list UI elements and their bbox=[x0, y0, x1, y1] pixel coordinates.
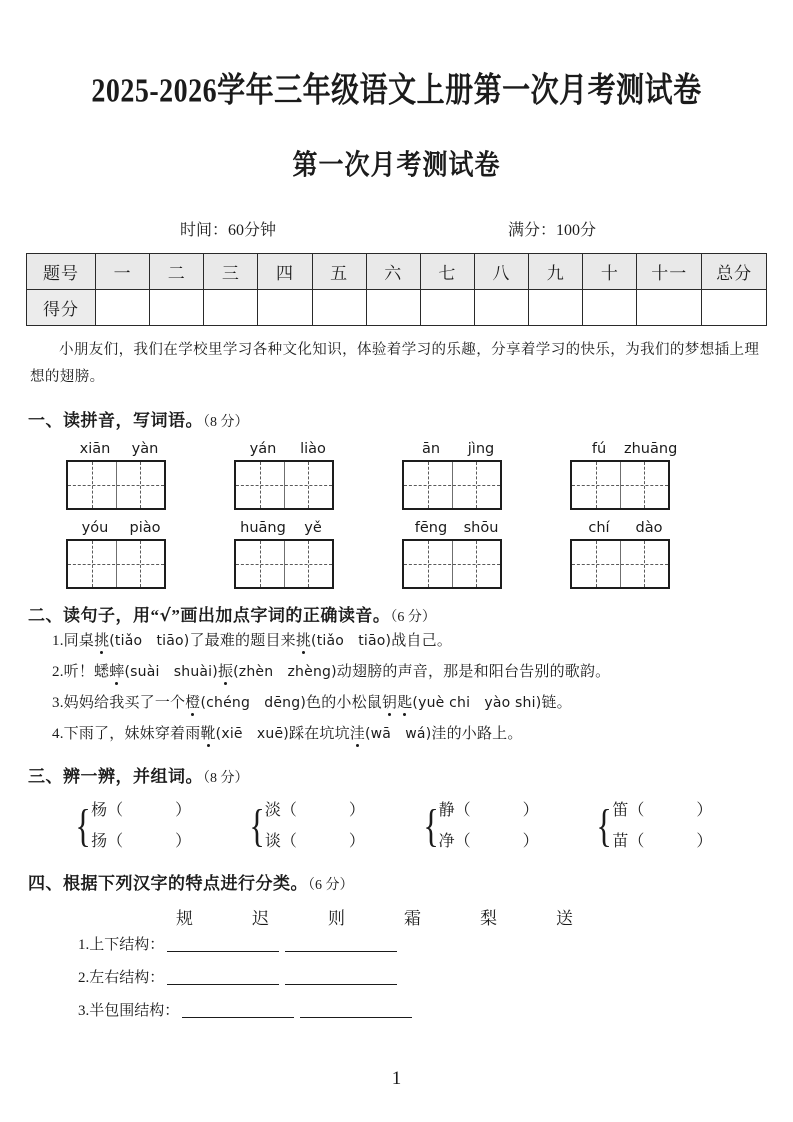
page-title: 2025-2026学年三年级语文上册第一次月考测试卷 bbox=[91, 71, 702, 110]
score-row-label: 得分 bbox=[27, 290, 96, 326]
paren-open: （ bbox=[280, 801, 297, 819]
pinyin-label bbox=[570, 441, 738, 457]
score-table-header-cell: 五 bbox=[312, 254, 366, 290]
reading-question[interactable] bbox=[26, 626, 767, 657]
dotted-character: 橙 bbox=[185, 694, 201, 711]
section-4-title: 四、根据下列汉字的特点进行分类。 bbox=[28, 873, 308, 893]
grid-guide-line bbox=[140, 462, 141, 508]
page-number: 1 bbox=[391, 1068, 402, 1089]
answer-blank[interactable] bbox=[300, 1017, 412, 1018]
score-table-header-cell: 七 bbox=[420, 254, 474, 290]
pinyin-syllable: liào bbox=[300, 440, 326, 457]
pinyin-syllable: piào bbox=[129, 519, 161, 536]
paren-close: ） bbox=[522, 801, 539, 819]
paren-open: （ bbox=[280, 832, 297, 850]
paren-close: ） bbox=[175, 801, 192, 819]
score-table-header-cell: 十一 bbox=[637, 254, 702, 290]
score-table-body bbox=[27, 254, 767, 326]
pinyin-syllable: shōu bbox=[463, 519, 499, 536]
pinyin-syllable: yě bbox=[304, 519, 322, 536]
pinyin-item bbox=[66, 441, 234, 510]
classify-character: 迟 bbox=[252, 908, 270, 928]
intro-paragraph: 小朋友们，我们在学校里学习各种文化知识，体验着学习的乐趣，分享着学习的快乐，为我们的梦想插上理想的翅膀。 bbox=[30, 342, 760, 385]
pinyin-writing-block bbox=[26, 441, 767, 589]
grid-guide-line bbox=[260, 462, 261, 508]
pinyin-row bbox=[26, 520, 767, 589]
dotted-character: 振 bbox=[217, 663, 234, 680]
classify-character-list bbox=[26, 904, 767, 929]
sentence-text: 动翅膀的声音，那是和阳台告别的歌韵。 bbox=[336, 663, 611, 680]
structure-label: 3.半包围结构： bbox=[78, 1002, 180, 1019]
paren-close: ） bbox=[696, 832, 713, 850]
sentence-text: 踩在坑坑 bbox=[288, 725, 350, 742]
answer-blank[interactable] bbox=[285, 984, 397, 985]
paren-open: （ bbox=[107, 801, 124, 819]
pinyin-label bbox=[66, 520, 234, 536]
brace-pair-group bbox=[593, 795, 767, 857]
pinyin-syllable: yàn bbox=[131, 440, 159, 457]
target-character: 谈 bbox=[264, 832, 281, 850]
pinyin-syllable: xiān bbox=[79, 440, 111, 457]
character-grid-box[interactable] bbox=[570, 539, 670, 589]
grid-guide-line bbox=[92, 462, 93, 508]
sentence-text: 色的小松鼠 bbox=[306, 694, 383, 711]
paren-close: ） bbox=[348, 801, 365, 819]
brace-pair-lines bbox=[91, 795, 191, 857]
paren-open: （ bbox=[628, 801, 645, 819]
score-input-cell[interactable] bbox=[96, 290, 150, 326]
score-table bbox=[26, 253, 767, 326]
word-build-line[interactable] bbox=[91, 795, 191, 826]
structure-answer-block bbox=[26, 929, 767, 1028]
pinyin-syllable: dào bbox=[635, 519, 663, 536]
pinyin-syllable: huāng bbox=[240, 519, 286, 536]
pinyin-item bbox=[570, 520, 738, 589]
reading-question[interactable] bbox=[26, 657, 767, 688]
score-input-cell[interactable] bbox=[583, 290, 637, 326]
sentence-text: 洼的小路上。 bbox=[431, 725, 523, 742]
character-grid-box[interactable] bbox=[234, 539, 334, 589]
grid-guide-line bbox=[644, 541, 645, 587]
target-character: 杨 bbox=[91, 801, 108, 819]
pinyin-item bbox=[570, 441, 738, 510]
pinyin-item bbox=[234, 520, 402, 589]
question-number: 1. bbox=[52, 632, 64, 649]
exam-meta bbox=[26, 217, 767, 240]
dotted-character: 洼 bbox=[349, 725, 365, 742]
target-character: 苗 bbox=[612, 832, 629, 850]
pinyin-syllable: yán bbox=[249, 440, 277, 457]
paren-close: ） bbox=[175, 832, 192, 850]
character-grid-box[interactable] bbox=[402, 539, 502, 589]
word-build-line[interactable] bbox=[612, 826, 712, 857]
checkmark-icon: √ bbox=[159, 605, 172, 626]
score-table-header-cell: 总分 bbox=[702, 254, 767, 290]
score-input-cell[interactable] bbox=[258, 290, 312, 326]
section-2-points: （6 分） bbox=[390, 609, 436, 625]
pinyin-choice-options[interactable]: (tiǎo tiāo) bbox=[311, 632, 392, 649]
score-table-corner: 题号 bbox=[27, 254, 96, 290]
brace-pair-lines bbox=[265, 795, 365, 857]
word-build-line[interactable] bbox=[265, 826, 365, 857]
pinyin-syllable: jìng bbox=[467, 440, 495, 457]
pinyin-item bbox=[402, 441, 570, 510]
character-grid-box[interactable] bbox=[402, 460, 502, 510]
reading-question[interactable] bbox=[26, 719, 767, 750]
pinyin-choice-options[interactable]: (xiē xuē) bbox=[215, 725, 289, 742]
reading-questions-block bbox=[26, 626, 767, 750]
pinyin-item bbox=[402, 520, 570, 589]
sentence-text: 听！蟋 bbox=[63, 663, 110, 680]
score-input-cell[interactable] bbox=[637, 290, 702, 326]
section-heading-4 bbox=[26, 869, 767, 894]
pinyin-syllable: fú bbox=[591, 440, 607, 457]
score-table-header-cell: 十 bbox=[583, 254, 637, 290]
dotted-character: 挑 bbox=[94, 632, 110, 649]
section-4-points: （6 分） bbox=[308, 877, 354, 893]
section-heading-1 bbox=[26, 406, 767, 431]
brace-pair-group bbox=[246, 795, 420, 857]
structure-label: 2.左右结构： bbox=[78, 969, 165, 986]
dotted-character: 蟀 bbox=[109, 663, 125, 680]
answer-blank[interactable] bbox=[182, 1017, 294, 1018]
section-heading-3 bbox=[26, 762, 767, 787]
answer-blank[interactable] bbox=[167, 984, 279, 985]
grid-guide-line bbox=[260, 541, 261, 587]
brace-icon: { bbox=[75, 799, 91, 851]
paren-close: ） bbox=[348, 832, 365, 850]
pinyin-syllable: yóu bbox=[81, 519, 109, 536]
pinyin-syllable: fēng bbox=[414, 519, 448, 536]
target-character: 扬 bbox=[91, 832, 108, 850]
target-character: 淡 bbox=[264, 801, 281, 819]
pinyin-choice-options[interactable]: (suài shuài) bbox=[124, 663, 218, 680]
character-grid-box[interactable] bbox=[570, 460, 670, 510]
character-grid-box[interactable] bbox=[66, 460, 166, 510]
grid-guide-line bbox=[476, 462, 477, 508]
pinyin-label bbox=[234, 520, 402, 536]
sentence-text: 链。 bbox=[541, 694, 572, 711]
question-number: 4. bbox=[52, 725, 64, 742]
score-input-cell[interactable] bbox=[474, 290, 528, 326]
character-grid-box[interactable] bbox=[66, 539, 166, 589]
pinyin-label bbox=[402, 520, 570, 536]
target-character: 净 bbox=[438, 832, 455, 850]
grid-guide-line bbox=[476, 541, 477, 587]
dotted-character: 钥 bbox=[382, 694, 398, 711]
classify-character: 规 bbox=[176, 908, 194, 928]
pinyin-syllable: ān bbox=[421, 440, 441, 457]
grid-guide-line bbox=[596, 462, 597, 508]
grid-guide-line bbox=[308, 462, 309, 508]
score-table-score-row bbox=[27, 290, 767, 326]
paren-close: ） bbox=[522, 832, 539, 850]
reading-question[interactable] bbox=[26, 688, 767, 719]
sentence-text: 妈妈给我买了一个 bbox=[63, 694, 186, 711]
section-1-points: （8 分） bbox=[203, 414, 249, 430]
brace-word-block bbox=[26, 795, 767, 857]
grid-guide-line bbox=[596, 541, 597, 587]
classify-character: 梨 bbox=[480, 908, 498, 928]
score-table-header-cell: 九 bbox=[529, 254, 583, 290]
score-input-cell[interactable] bbox=[702, 290, 767, 326]
pinyin-choice-options[interactable]: (tiǎo tiāo) bbox=[109, 632, 190, 649]
paren-open: （ bbox=[454, 801, 471, 819]
character-grid-box[interactable] bbox=[234, 460, 334, 510]
pinyin-choice-options[interactable]: (zhèn zhèng) bbox=[233, 663, 337, 680]
pinyin-label bbox=[66, 441, 234, 457]
score-table-header-cell: 八 bbox=[474, 254, 528, 290]
brace-icon: { bbox=[596, 799, 613, 851]
brace-icon: { bbox=[249, 799, 265, 851]
section-1-title: 一、读拼音，写词语。 bbox=[28, 410, 203, 430]
dotted-character: 挑 bbox=[295, 632, 312, 649]
brace-pair-lines bbox=[439, 795, 539, 857]
structure-label: 1.上下结构： bbox=[78, 936, 165, 953]
word-build-line[interactable] bbox=[91, 826, 191, 857]
dotted-character: 匙 bbox=[397, 694, 413, 711]
section-2-title-b: ”画出加点字词的正确读音。 bbox=[171, 605, 391, 625]
section-3-title: 三、辨一辨，并组词。 bbox=[28, 766, 203, 786]
classify-character: 则 bbox=[328, 908, 346, 928]
pinyin-item bbox=[234, 441, 402, 510]
pinyin-item bbox=[66, 520, 234, 589]
pinyin-label bbox=[402, 441, 570, 457]
grid-guide-line bbox=[308, 541, 309, 587]
score-input-cell[interactable] bbox=[420, 290, 474, 326]
score-input-cell[interactable] bbox=[529, 290, 583, 326]
word-build-line[interactable] bbox=[439, 795, 539, 826]
sentence-text: 同桌 bbox=[63, 632, 95, 649]
exam-duration: 时间：60分钟 bbox=[180, 222, 277, 239]
score-input-cell[interactable] bbox=[150, 290, 204, 326]
score-input-cell[interactable] bbox=[204, 290, 258, 326]
classify-character: 送 bbox=[556, 908, 574, 928]
brace-pair-group bbox=[420, 795, 594, 857]
paren-open: （ bbox=[107, 832, 124, 850]
brace-pair-lines bbox=[612, 795, 712, 857]
classify-character: 霜 bbox=[404, 908, 422, 928]
pinyin-syllable: zhuāng bbox=[624, 440, 678, 457]
paren-close: ） bbox=[696, 801, 713, 819]
score-table-header-cell: 二 bbox=[150, 254, 204, 290]
section-2-title-a: 二、读句子，用“ bbox=[28, 605, 160, 625]
brace-pair-group bbox=[72, 795, 246, 857]
sentence-text: 下雨了，妹妹穿着雨 bbox=[63, 725, 201, 742]
sentence-text: 战自己。 bbox=[391, 632, 453, 649]
answer-blank[interactable] bbox=[285, 951, 397, 952]
word-build-line[interactable] bbox=[612, 795, 712, 826]
target-character: 笛 bbox=[612, 801, 629, 819]
sentence-text: 了最难的题目来 bbox=[189, 632, 296, 649]
section-3-points: （8 分） bbox=[203, 770, 249, 786]
score-table-header-cell: 四 bbox=[258, 254, 312, 290]
paren-open: （ bbox=[628, 832, 645, 850]
structure-answer-line[interactable] bbox=[26, 929, 767, 962]
grid-guide-line bbox=[92, 541, 93, 587]
pinyin-label bbox=[570, 520, 738, 536]
pinyin-choice-options[interactable]: (chéng dēng) bbox=[200, 694, 306, 711]
score-table-header-cell: 三 bbox=[204, 254, 258, 290]
answer-blank[interactable] bbox=[167, 951, 279, 952]
target-character: 静 bbox=[438, 801, 455, 819]
score-input-cell[interactable] bbox=[312, 290, 366, 326]
question-number: 3. bbox=[52, 694, 64, 711]
score-table-header-row bbox=[27, 254, 767, 290]
score-table-header-cell: 一 bbox=[96, 254, 150, 290]
pinyin-label bbox=[234, 441, 402, 457]
question-number: 2. bbox=[52, 663, 64, 680]
paren-open: （ bbox=[454, 832, 471, 850]
score-input-cell[interactable] bbox=[366, 290, 420, 326]
pinyin-syllable: chí bbox=[588, 519, 610, 536]
section-heading-2 bbox=[26, 601, 767, 626]
structure-answer-line[interactable] bbox=[26, 962, 767, 995]
score-table-header-cell: 六 bbox=[366, 254, 420, 290]
dotted-character: 靴 bbox=[200, 725, 216, 742]
exam-full-marks: 满分：100分 bbox=[508, 222, 597, 239]
pinyin-choice-options[interactable]: (yuè chi yào shi) bbox=[412, 694, 542, 711]
word-build-line[interactable] bbox=[265, 795, 365, 826]
structure-answer-line[interactable] bbox=[26, 995, 767, 1028]
grid-guide-line bbox=[428, 462, 429, 508]
grid-guide-line bbox=[140, 541, 141, 587]
grid-guide-line bbox=[644, 462, 645, 508]
brace-icon: { bbox=[422, 799, 439, 851]
pinyin-choice-options[interactable]: (wā wá) bbox=[364, 725, 432, 742]
grid-guide-line bbox=[428, 541, 429, 587]
word-build-line[interactable] bbox=[439, 826, 539, 857]
pinyin-row bbox=[26, 441, 767, 510]
page-subtitle: 第一次月考测试卷 bbox=[292, 150, 501, 181]
